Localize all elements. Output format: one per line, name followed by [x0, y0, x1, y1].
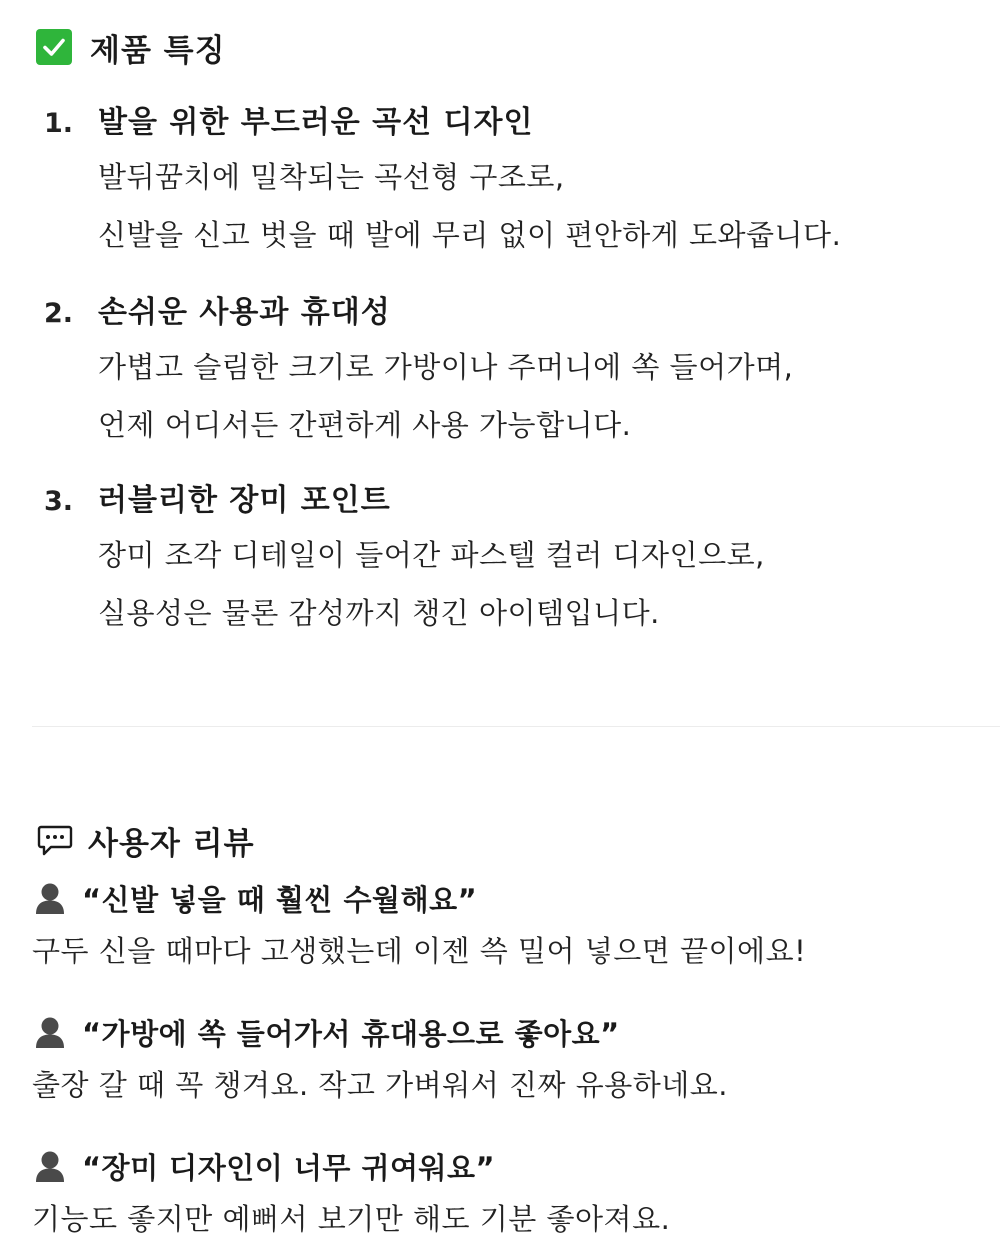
review-title: “가방에 쏙 들어가서 휴대용으로 좋아요” — [82, 1016, 620, 1051]
feature-number: 1. — [44, 108, 74, 139]
feature-title: 발을 위한 부드러운 곡선 디자인 — [98, 105, 534, 140]
feature-item — [44, 98, 984, 264]
feature-description-line: 가볍고 슬림한 크기로 가방이나 주머니에 쏙 들어가며, — [98, 350, 794, 384]
reviews-header — [36, 818, 255, 862]
feature-description-line: 발뒤꿈치에 밀착되는 곡선형 구조로, — [98, 160, 565, 194]
feature-description-line: 언제 어디서든 간편하게 사용 가능합니다. — [98, 408, 632, 442]
review-heading — [32, 874, 992, 922]
review-item — [32, 1008, 992, 1114]
speech-balloon-icon — [36, 821, 74, 859]
review-body: 구두 신을 때마다 고생했는데 이젠 쓱 밀어 넣으면 끝이에요! — [32, 934, 807, 968]
features-header — [36, 26, 226, 68]
feature-item — [44, 476, 984, 642]
feature-description-line: 장미 조각 디테일이 들어간 파스텔 컬러 디자인으로, — [98, 538, 765, 572]
feature-title: 러블리한 장미 포인트 — [98, 483, 391, 518]
bust-silhouette-icon — [32, 1148, 68, 1184]
feature-number: 2. — [44, 298, 74, 329]
reviews-title: 사용자 리뷰 — [88, 825, 255, 862]
section-divider — [32, 726, 1000, 727]
bust-silhouette-icon — [32, 880, 68, 916]
feature-title: 손쉬운 사용과 휴대성 — [98, 295, 391, 330]
review-item — [32, 874, 992, 980]
bust-silhouette-icon — [32, 1014, 68, 1050]
review-title: “장미 디자인이 너무 귀여워요” — [82, 1150, 496, 1185]
review-body: 기능도 좋지만 예뻐서 보기만 해도 기분 좋아져요. — [32, 1202, 671, 1236]
feature-heading — [44, 288, 984, 338]
feature-heading — [44, 476, 984, 526]
feature-description-line: 신발을 신고 벗을 때 발에 무리 없이 편안하게 도와줍니다. — [98, 218, 842, 252]
feature-item — [44, 288, 984, 454]
check-mark-button-icon — [36, 29, 72, 65]
review-heading — [32, 1008, 992, 1056]
features-title: 제품 특징 — [90, 32, 226, 69]
feature-number: 3. — [44, 486, 74, 517]
review-item — [32, 1142, 992, 1248]
review-body: 출장 갈 때 꼭 챙겨요. 작고 가벼워서 진짜 유용하네요. — [32, 1068, 728, 1102]
feature-heading — [44, 98, 984, 148]
feature-description-line: 실용성은 물론 감성까지 챙긴 아이템입니다. — [98, 596, 660, 630]
review-heading — [32, 1142, 992, 1190]
review-title: “신발 넣을 때 훨씬 수월해요” — [82, 882, 478, 917]
